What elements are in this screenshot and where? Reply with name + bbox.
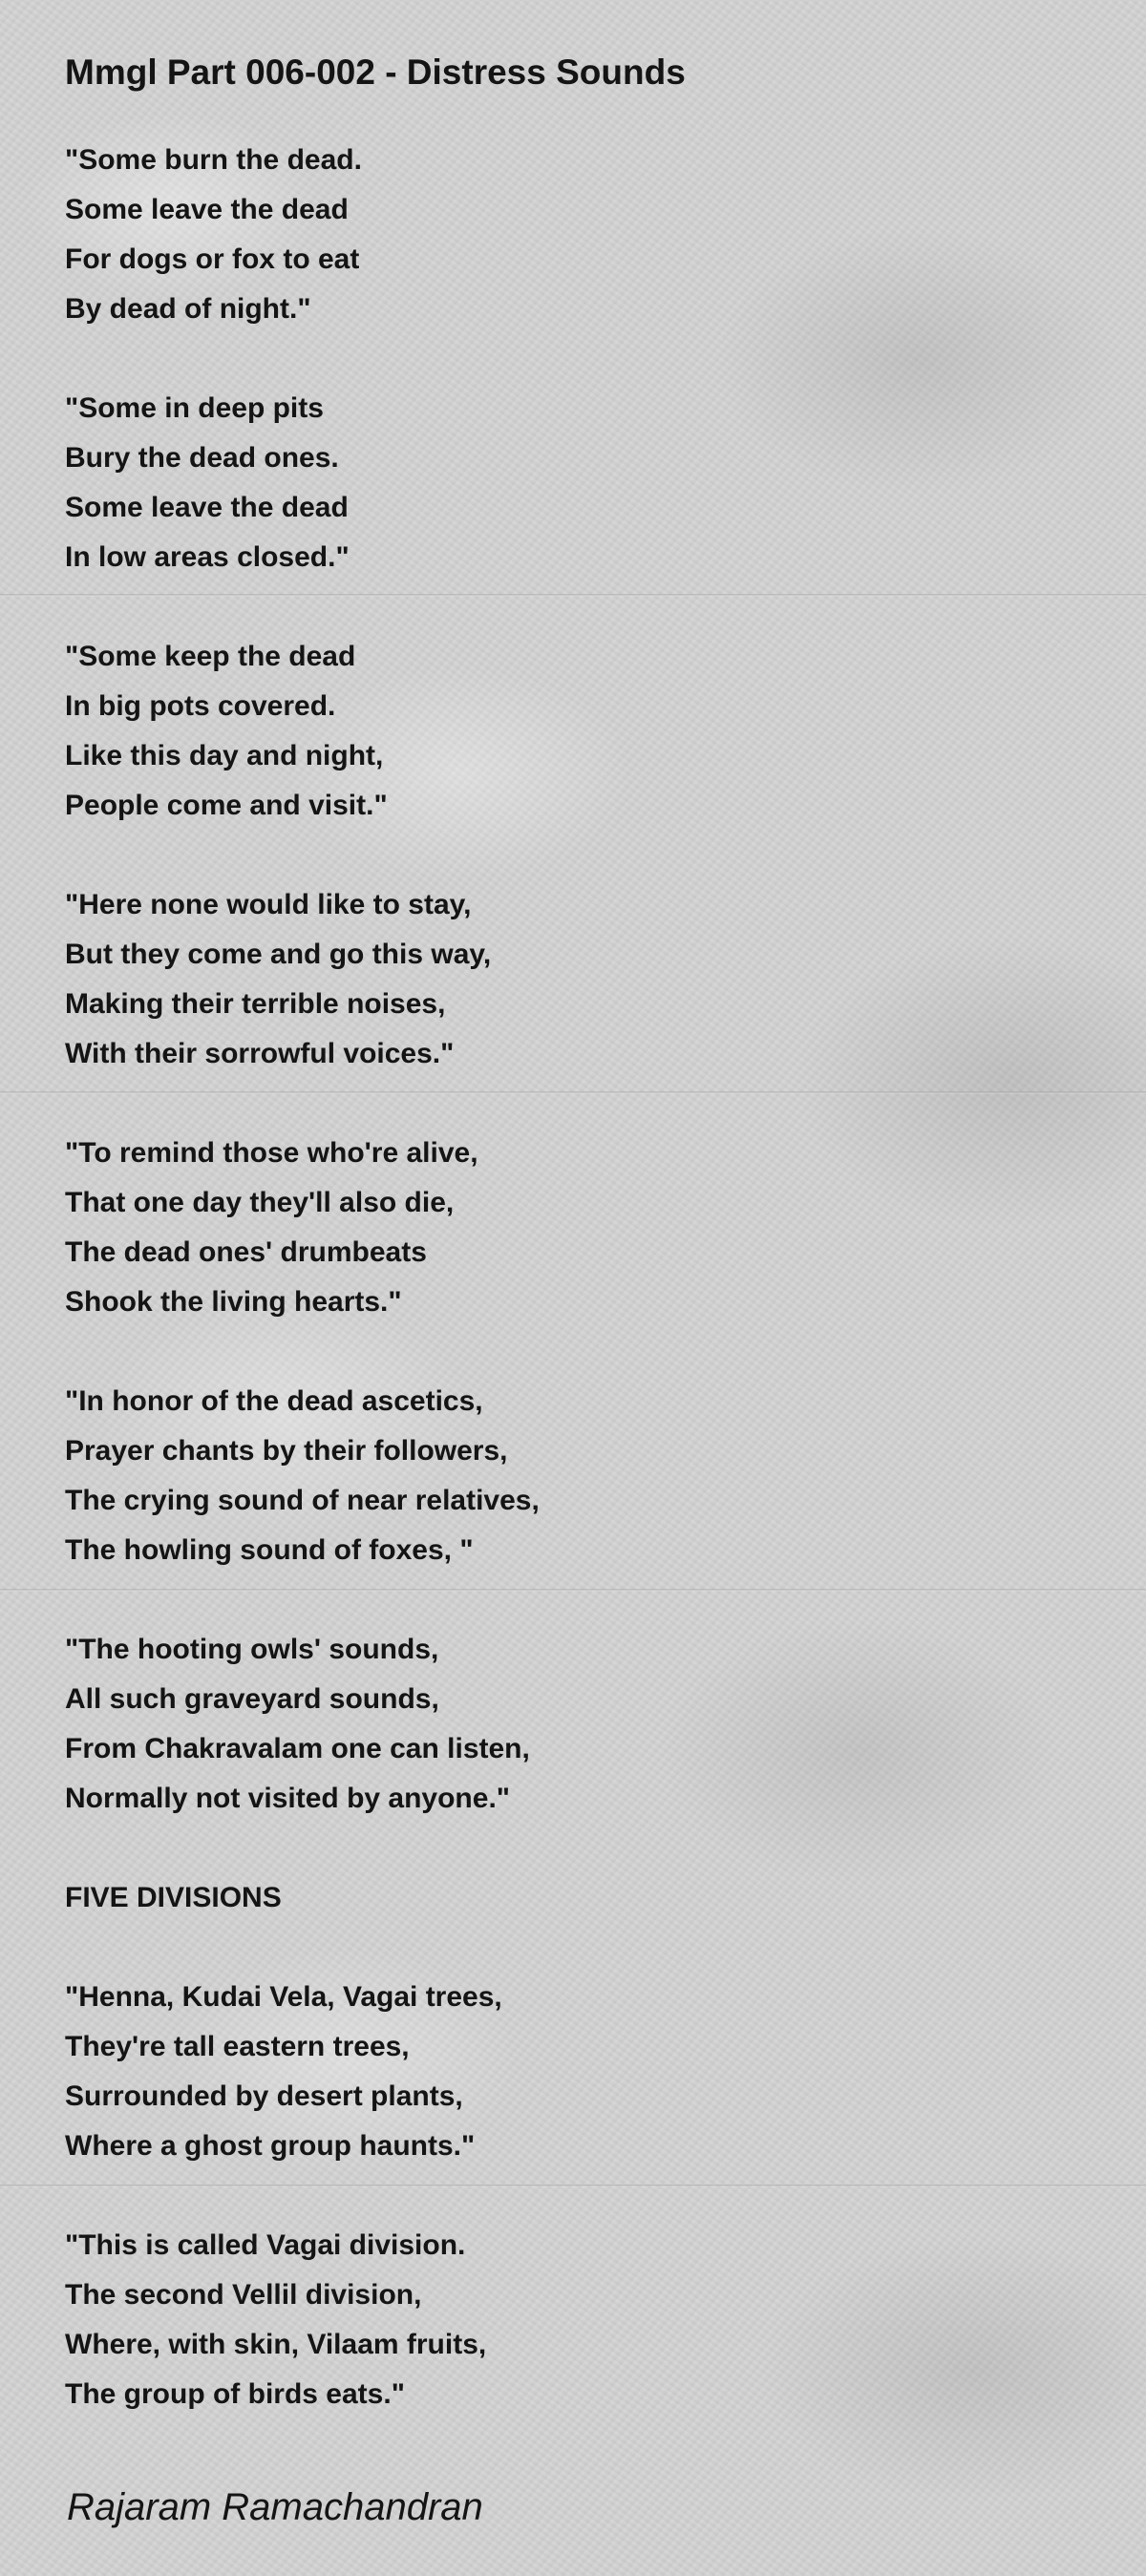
stanza-2: [65, 384, 1096, 582]
poem-line: Surrounded by desert plants,: [65, 2080, 463, 2112]
stanza-5: [65, 1129, 1096, 1327]
stanza-3: [65, 632, 1096, 831]
poem-line: Shook the living hearts.": [65, 1286, 402, 1318]
poem-line: "In honor of the dead ascetics,: [65, 1385, 483, 1417]
poem-author: Rajaram Ramachandran: [67, 2486, 483, 2528]
poem-line: But they come and go this way,: [65, 939, 492, 970]
poem-line: Like this day and night,: [65, 740, 384, 771]
poem-line: Normally not visited by anyone.": [65, 1783, 510, 1814]
poem-line: "Here none would like to stay,: [65, 889, 472, 920]
poem-line: "Some in deep pits: [65, 392, 324, 424]
poem-line: The dead ones' drumbeats: [65, 1236, 427, 1268]
poem-line: "This is called Vagai division.: [65, 2229, 466, 2261]
poem-line: In low areas closed.": [65, 541, 350, 573]
poem-line: "The hooting owls' sounds,: [65, 1634, 439, 1665]
poem-line: That one day they'll also die,: [65, 1187, 455, 1218]
section-heading: FIVE DIVISIONS: [65, 1882, 282, 1913]
stanza-1: [65, 136, 1096, 334]
poem-line: Prayer chants by their followers,: [65, 1435, 508, 1467]
poem-container: [65, 44, 1096, 2469]
poem-line: From Chakravalam one can listen,: [65, 1733, 530, 1764]
poem-line: Where a ghost group haunts.": [65, 2130, 476, 2162]
poem-line: Where, with skin, Vilaam fruits,: [65, 2329, 487, 2360]
poem-line: Some leave the dead: [65, 492, 349, 523]
poem-line: Some leave the dead: [65, 194, 349, 225]
poem-line: "To remind those who're alive,: [65, 1137, 478, 1169]
poem-line: With their sorrowful voices.": [65, 1038, 455, 1069]
stanza-6: [65, 1377, 1096, 1575]
poem-line: The crying sound of near relatives,: [65, 1485, 540, 1516]
poem-line: All such graveyard sounds,: [65, 1683, 439, 1715]
poem-line: They're tall eastern trees,: [65, 2031, 410, 2062]
poem-line: Bury the dead ones.: [65, 442, 339, 474]
section-heading-five-divisions: [65, 1873, 1096, 1923]
stanza-8: [65, 1973, 1096, 2171]
poem-line: Making their terrible noises,: [65, 988, 446, 1020]
poem-line: The howling sound of foxes, ": [65, 1534, 474, 1566]
poem-line: By dead of night.": [65, 293, 311, 325]
poem-line: "Some burn the dead.: [65, 144, 362, 176]
poem-line: The second Vellil division,: [65, 2279, 422, 2311]
poem-line: In big pots covered.: [65, 690, 336, 722]
stanza-9: [65, 2221, 1096, 2419]
poem-body: [65, 136, 1096, 2419]
poem-line: People come and visit.": [65, 790, 388, 821]
stanza-7: [65, 1625, 1096, 1824]
poem-line: "Some keep the dead: [65, 641, 356, 672]
poem-line: "Henna, Kudai Vela, Vagai trees,: [65, 1981, 502, 2013]
poem-line: The group of birds eats.": [65, 2378, 405, 2410]
stanza-4: [65, 880, 1096, 1079]
poem-title: Mmgl Part 006-002 - Distress Sounds: [65, 53, 686, 92]
poem-line: For dogs or fox to eat: [65, 243, 360, 275]
